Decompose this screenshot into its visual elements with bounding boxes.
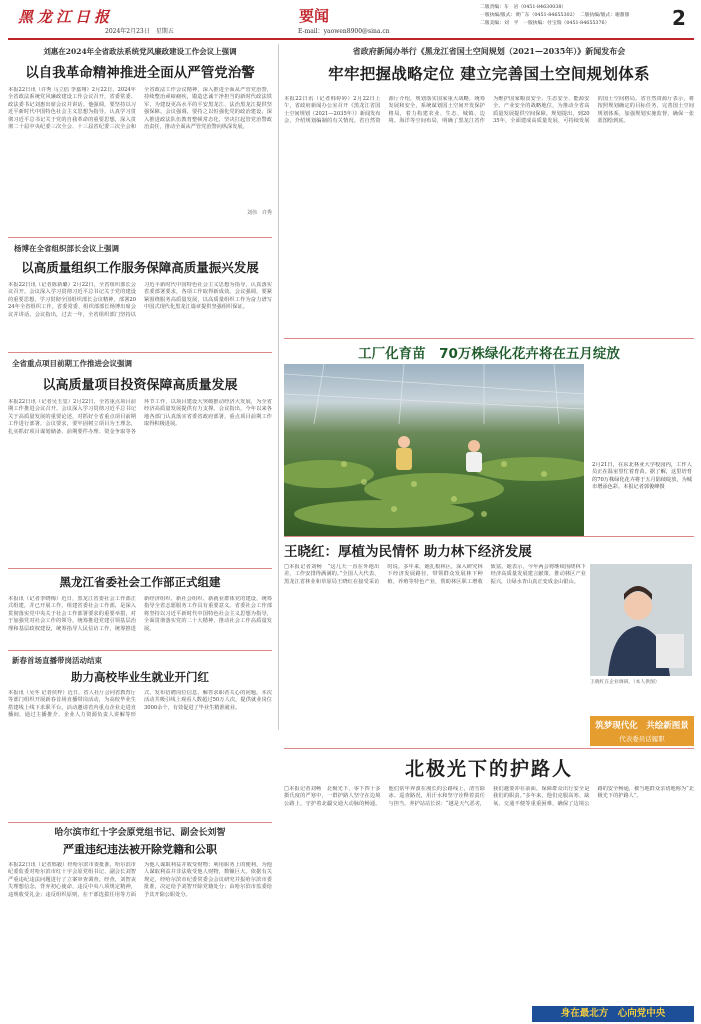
separator: [284, 748, 694, 749]
feature-banner-subtitle: 代表委员话履职: [619, 735, 665, 743]
article-1-body: 本报22日讯（许秀 马立倡 李嘉翔）2月22日，2024年全省政法系统党风廉政建设工作会议召开，省委常委、政法委书记刘惠出席会议并讲话。他强调，要坚持以习近平新时代中国特色社会主义思想为指导，认真学习贯彻习近平总书记关于党的自我革命的重要思想，深入贯彻二十届中央纪委三次全会、十三届省纪委三次全会和全省政法工作会议精神，深入推进全面从严管党治警，持续整治顽瘴痼疾，锻造忠诚干净担当的新时代政法铁军，为建设更高水平的平安黑龙江、法治黑龙江提供坚强保障。会议强调，要持之以恒强化党的政治建设，深入推进政法队伍教育整顿常态化，坚决扛起管党治警政治责任，推动全面从严管党治警向纵深发展。: [8, 87, 272, 131]
article-10-headline: 北极光下的护路人: [404, 758, 573, 780]
newspaper-logo: 黑龙江日报: [18, 8, 114, 26]
section-email: E-mail：yaowen8900@sina.cn: [298, 28, 390, 35]
editor-line-1: 二版责编：车 岩（0451-84630038）: [480, 5, 567, 10]
article-10-body: □本报记者刘畅 北极光下，零下四十多摄氏度的严寒中，一群护路人坚守在边境公路上，守护着北疆交通大动脉的畅通。他们常年奔波在漫长的公路线上，清雪除冰、巡查路况，用汗水和坚守诠释着责任与担当。养护站站长说：“越是天气恶劣，我们越要冲在前面，保障群众出行安全是我们的职责。”多年来，他们克服高寒、缺氧、交通不便等重重困难，确保了边境公路的安全畅通，被当地群众亲切地称为“北极光下的护路人”。: [284, 786, 694, 807]
article-8-headline: 工厂化育苗 70万株绿化花卉将在五月绽放: [358, 346, 620, 362]
article-1-headline: 以自我革命精神推进全面从严管党治警: [25, 65, 255, 81]
article-7-body: 本报22日讯（记者韩婷婷）2月22日上午，省政府新闻办公室召开《黑龙江省国土空间规划（2021—2035年）》新闻发布会，介绍规划编制的有关情况。省自然资源厅介绍，规划落实国家重大战略，统筹发展和安全，系统谋划国土空间开发保护格局，着力构建农业、生态、城镇、边境、海洋等空间布局，明确了黑龙江省作为维护国家粮食安全、生态安全、能源安全、产业安全的战略地位，为推动全省高质量发展提供空间保障。规划提出，到2035年，全面建成高质量发展、可持续发展的国土空间格局。省自然资源厅表示，将按照规划确定的目标任务，完善国土空间规划体系，加强规划实施监督，确保一张蓝图绘到底。: [284, 96, 694, 125]
article-4: [8, 574, 272, 661]
article-7-kicker: 省政府新闻办举行《黑龙江省国土空间规划（2021—2035年）》新闻发布会: [352, 46, 626, 56]
article-7-headline: 牢牢把握战略定位 建立完善国土空间规划体系: [328, 65, 650, 83]
editor-line-2: 一版执编/版式：黄广东（0451-84655302） 二版执编/版式：谢甜甜: [480, 13, 630, 18]
greenhouse-illustration: [284, 364, 584, 536]
article-7: [284, 46, 694, 288]
article-4-body: 本报讯（记者李晓梅）近日，黑龙江省委社会工作部正式组建，并已开展工作。组建省委社会工作部，是深入贯彻落实党中央关于社会工作部署要求的重要举措，对于加强党对社会工作的领导，统筹推进党建引领基层治理和基层政权建设，统筹指导人民信访工作，统筹推进新经济组织、新社会组织、新就业群体党的建设，统筹指导全省志愿服务工作具有重要意义。省委社会工作部将坚持以习近平新时代中国特色社会主义思想为指导，全面贯彻落实党的二十大精神，推动社会工作高质量发展。: [8, 596, 272, 632]
article-6-kicker: 哈尔滨市红十字会原党组书记、副会长刘智: [54, 828, 226, 838]
separator: [8, 568, 272, 569]
masthead-rule: [8, 38, 694, 40]
article-4-headline: 黑龙江省委社会工作部正式组建: [59, 575, 221, 589]
worker-figure: [396, 436, 482, 472]
article-3-body: 本报22日讯（记者吴玉玺）2月22日，全省重点项目前期工作推进会议召开。会议深入学习贯彻习近平总书记关于高质量发展的重要论述，对抓好全省重点项目前期工作进行部署。会议要求，要牢固树立项目为王理念，扎实抓好项目谋划储备、前期要件办理、资金争取等各环节工作，以项目建设大突破推动经济大发展，为全省经济高质量发展提供有力支撑。会议指出，今年以来各地各部门认真落实省委省政府部署，重点项目前期工作取得积极进展。: [8, 399, 272, 435]
article-8: [284, 342, 694, 532]
article-2-headline: 以高质量组织工作服务保障高质量振兴发展: [21, 260, 259, 275]
article-2-kicker: 杨博在全省组织部长会议上强调: [14, 244, 119, 253]
article-9-caption: 王晓红在企业调研。（本人供图）: [590, 680, 660, 685]
article-9-headline: 王晓红：厚植为民情怀 助力林下经济发展: [284, 544, 532, 560]
article-1: [8, 46, 272, 216]
article-2-body: 本报22日讯（记者陈新璐）2月22日，全省组织部长会议召开。会议深入学习贯彻习近平总书记关于党的建设的重要思想，学习贯彻全国组织部长会议精神，部署2024年全省组织工作。省委常委、组织部部长杨博出席会议并讲话。会议指出，过去一年，全省组织部门坚持以习近平新时代中国特色社会主义思想为指导，认真落实省委部署要求，各项工作取得新成效。会议强调，要紧紧围绕服务高质量发展，以高质量组织工作为奋力谱写中国式现代化黑龙江篇章提供坚强组织保证。: [8, 282, 272, 318]
feature-banner-title: 筑梦现代化 共绘新图景: [595, 721, 689, 731]
masthead: [0, 0, 701, 40]
date-line: 2024年2月23日 星期五: [105, 28, 174, 35]
separator: [8, 650, 272, 651]
article-5-kicker: 新春首场直播带岗活动结束: [12, 656, 102, 665]
article-5: [8, 655, 272, 770]
article-3-headline: 以高质量项目投资保障高质量发展: [42, 378, 238, 393]
article-3-kicker: 全省重点项目前期工作推进会议强调: [12, 359, 132, 368]
article-2: [8, 243, 272, 362]
article-6: [8, 825, 272, 1022]
article-9-body: □本报记者刘畅 “这几天一直在外地出差，工作安排得满满的。”全国人大代表、黑龙江省林业和草原局王晓红在接受采访时说。多年来，她扎根林区，深入研究林下经济发展路径，带领群众发展林下种植、养殖等特色产业，帮助林区职工增收致富。她表示，今年两会将继续围绕林下经济高质量发展建言献策，推动林区产业振兴，让绿水青山真正变成金山银山。: [284, 564, 586, 585]
separator: [8, 352, 272, 353]
section-title: 要闻: [299, 7, 330, 25]
editor-line-3: 二版美编：刘 平 一版执编：付宝瑞（0451-84655376）: [480, 21, 610, 26]
portrait-photo: [590, 564, 692, 676]
article-6-headline: 严重违纪违法被开除党籍和公职: [63, 843, 217, 856]
article-5-headline: 助力高校毕业生就业开门红: [71, 670, 209, 684]
separator: [284, 338, 694, 339]
article-3: [8, 358, 272, 519]
article-8-caption: 2月21日，在东北林业大学校园内，工作人员正在温室里忙着育苗。据了解，这里培育的70万株绿化花卉将于五月陆续绽放，为城市增添色彩。本报记者郭俊峰摄: [592, 462, 692, 491]
separator: [8, 822, 272, 823]
article-1-byline: 刘伟 许秀: [246, 210, 272, 216]
article-9: [284, 540, 694, 715]
separator: [284, 536, 694, 537]
page-number: 2: [672, 6, 686, 30]
separator: [8, 237, 272, 238]
feature-banner: [590, 716, 694, 746]
editor-credits: [480, 4, 668, 28]
slogan-banner-text: 身在最北方 心向党中央: [560, 1008, 666, 1019]
article-5-body: 本报讯（吴冬 记者侯梓）近日，省人社厅会同省教育厅等部门组织开展新春首场直播带岗活动，为高校毕业生搭建线上线下求职平台。活动邀请省内重点企业走进直播间，通过主播推介、企业人力资源负责人讲解等形式，发布招聘岗位信息，解答求职者关心的问题。本次活动共吸引线上观看人数超过50万人次，提供就业岗位3000余个，有效促进了毕业生精准就业。: [8, 690, 272, 719]
greenhouse-photo: [284, 364, 584, 536]
slogan-banner: [532, 1006, 694, 1022]
article-6-body: 本报22日讯（记者邢毅）经哈尔滨市委批准，哈尔滨市纪委监委对哈尔滨市红十字会原党组书记、副会长刘智严重违纪违法问题进行了立案审查调查。经查，刘智丧失理想信念，背弃初心使命，违反中央八项规定精神，违规收受礼金；违反组织原则，在干部选拔任用等方面为他人谋取利益并收受财物；利用职务上的便利，为他人谋取利益并非法收受他人财物，数额巨大。依据有关规定，经哈尔滨市纪委常委会会议研究并报哈尔滨市委批准，决定给予刘智开除党籍处分；由哈尔滨市监委给予其开除公职处分。: [8, 862, 272, 898]
article-1-kicker: 刘惠在2024年全省政法系统党风廉政建设工作会议上强调: [43, 47, 237, 56]
column-divider: [278, 44, 279, 730]
article-10: [284, 754, 694, 1020]
portrait-illustration: [590, 564, 692, 676]
